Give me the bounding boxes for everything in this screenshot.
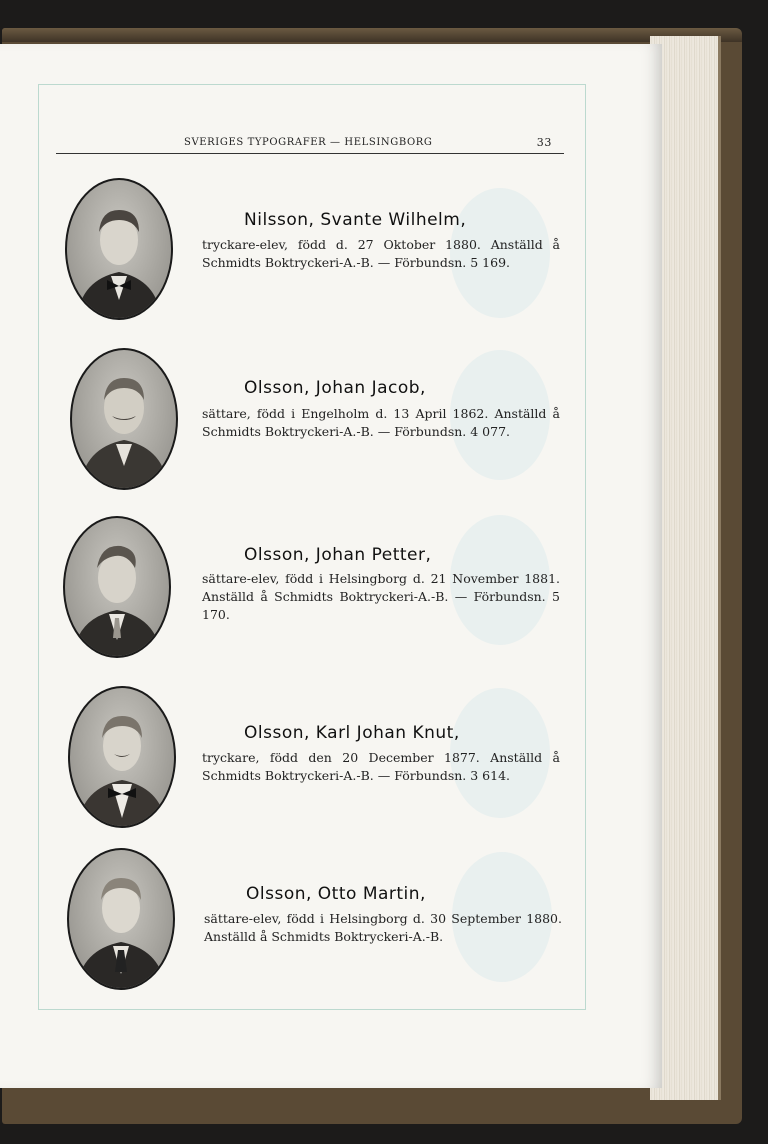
person-name: Nilsson, Svante Wilhelm,: [244, 210, 467, 230]
portrait-photo: [63, 516, 171, 658]
person-bio: sättare, född i Engelholm d. 13 April 1862. Anställd å Schmidts Boktryckeri-A.-B. — Förbundsn. 4 077.: [202, 406, 560, 439]
person-bio: sättare-elev, född i Helsingborg d. 30 September 1880. Anställd å Schmidts Boktryckeri-A.-B.: [204, 911, 562, 944]
person-name: Olsson, Karl Johan Knut,: [244, 723, 460, 743]
person-bio: tryckare, född den 20 December 1877. Anställd å Schmidts Boktryckeri-A.-B. — Förbundsn. 3 614.: [202, 750, 560, 783]
person-name: Olsson, Otto Martin,: [246, 884, 426, 904]
portrait-photo: [67, 848, 175, 990]
portrait-photo: [65, 178, 173, 320]
portrait-photo: [70, 348, 178, 490]
page-number: 33: [536, 136, 552, 149]
running-header: [56, 135, 564, 154]
person-name: Olsson, Johan Petter,: [244, 545, 432, 565]
header-title: SVERIGES TYPOGRAFER — HELSINGBORG: [184, 137, 433, 148]
book-cover-edge: [2, 28, 742, 42]
person-bio: sättare-elev, född i Helsingborg d. 21 November 1881. Anställd å Schmidts Boktryckeri-A.-B. — Förbundsn. 5 170.: [202, 571, 560, 622]
person-name: Olsson, Johan Jacob,: [244, 378, 426, 398]
person-bio: tryckare-elev, född d. 27 Oktober 1880. Anställd å Schmidts Boktryckeri-A.-B. — Förbundsn. 5 169.: [202, 237, 560, 270]
portrait-photo: [68, 686, 176, 828]
